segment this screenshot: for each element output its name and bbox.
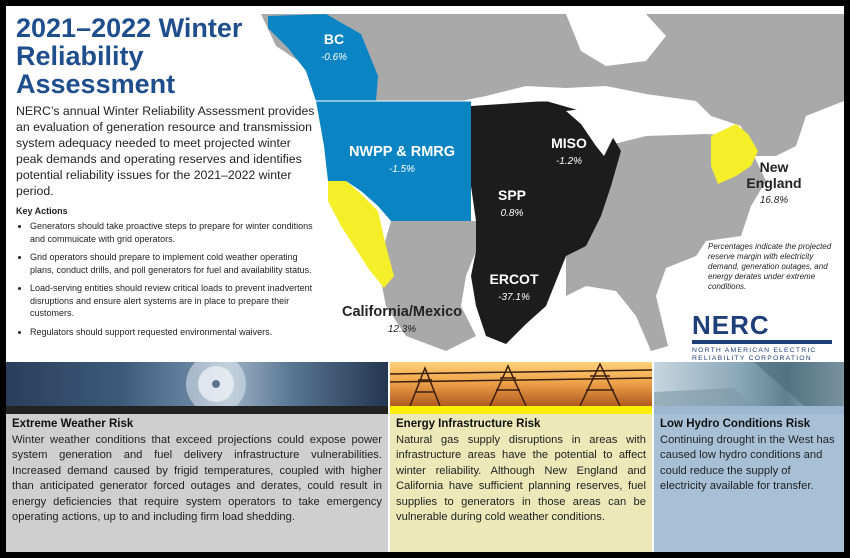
- infographic: [6, 6, 844, 552]
- key-action-item: • Grid operators should prepare to implement cold weather operating plans, conduct drills, and poll generators for fuel and availability status.: [30, 251, 320, 276]
- panel-title: Energy Infrastructure Risk: [396, 418, 541, 430]
- low-hydro-panel: [654, 362, 844, 552]
- nerc-logo-line1: NORTH AMERICAN ELECTRIC: [692, 347, 817, 354]
- value-ercot: -37.1%: [498, 292, 530, 303]
- key-action-item: • Regulators should support requested environmental waivers.: [30, 326, 320, 339]
- intro-text: NERC’s annual Winter Reliability Assessment provides an evaluation of generation resource and transmission system adequacy needed to meet projected winter peak demands and operating reserves and identifies potential reliability issues for the 2021–2022 winter period.: [16, 104, 315, 198]
- nerc-logo: [692, 311, 832, 363]
- page-title: 2021–2022 Winter Reliability Assessment: [16, 13, 243, 99]
- tower-silhouettes: [390, 362, 652, 406]
- panel-body: [390, 414, 652, 552]
- value-spp: 0.8%: [500, 208, 524, 219]
- hurricane-swirl: [6, 362, 388, 406]
- panel-body: [6, 414, 388, 552]
- panel-body: [654, 414, 844, 552]
- label-california-mexico: California/Mexico: [341, 304, 463, 320]
- value-california-mexico: 12.3%: [387, 324, 417, 335]
- label-new-england: New England: [746, 159, 802, 191]
- value-bc: -0.6%: [320, 52, 348, 63]
- label-miso: MISO: [551, 135, 587, 151]
- value-miso: -1.2%: [555, 156, 583, 167]
- nerc-logo-line2: RELIABILITY CORPORATION: [692, 355, 812, 362]
- energy-infrastructure-panel: [390, 362, 652, 552]
- panel-title: Low Hydro Conditions Risk: [660, 418, 811, 430]
- extreme-weather-panel: [6, 362, 388, 552]
- panel-stripe: [6, 406, 388, 414]
- key-action-item: • Load-serving entities should review critical loads to prevent inadvertent disruptions and ensure alert systems are in place to prepare their customers.: [30, 282, 320, 320]
- value-nwpp-rmrg: -1.5%: [388, 164, 416, 175]
- key-actions-heading: Key Actions: [16, 206, 68, 216]
- panel-text: Winter weather conditions that exceed projections could expose power system generation and fuel delivery infrastructure vulnerabilities. Increased demand caused by frigid temperatures, coupled with higher than anticipated generator forced outages and derates, could result in energy deficiencies that require system operators to take emergency operating actions, up to and including firm load shedding.: [12, 434, 382, 524]
- nerc-logo-word: NERC: [692, 310, 770, 340]
- transmission-towers-image: [390, 362, 652, 406]
- value-new-england: 16.8%: [759, 195, 789, 206]
- panel-stripe: [654, 406, 844, 414]
- label-ercot: ERCOT: [489, 271, 539, 287]
- key-action-item: • Generators should take proactive steps to prepare for winter conditions and commuicate with grid operators.: [30, 220, 320, 245]
- nerc-logo-bar: [692, 340, 832, 344]
- label-bc: BC: [323, 31, 345, 47]
- label-nwpp-rmrg: NWPP & RMRG: [348, 144, 456, 160]
- hurricane-image: [6, 362, 388, 406]
- panel-text: Natural gas supply disruptions in areas with infrastructure areas have the potential to affect winter reliability. Although New England and California have sufficient planning reserves, fuel supplies to generators in those areas can be vulnerable during cold weather conditions.: [396, 434, 646, 524]
- key-actions-list: [16, 220, 320, 344]
- panel-stripe: [390, 406, 652, 414]
- panel-title: Extreme Weather Risk: [12, 418, 134, 430]
- dam-silhouette: [654, 362, 844, 406]
- label-spp: SPP: [497, 187, 527, 203]
- map-note: Percentages indicate the projected reserve margin with electricity demand, generation outages, and energy derates under extreme conditions.: [708, 242, 832, 291]
- panel-text: Continuing drought in the West has caused low hydro conditions and could reduce the supply of electricity available for transfer.: [660, 434, 835, 493]
- dam-image: [654, 362, 844, 406]
